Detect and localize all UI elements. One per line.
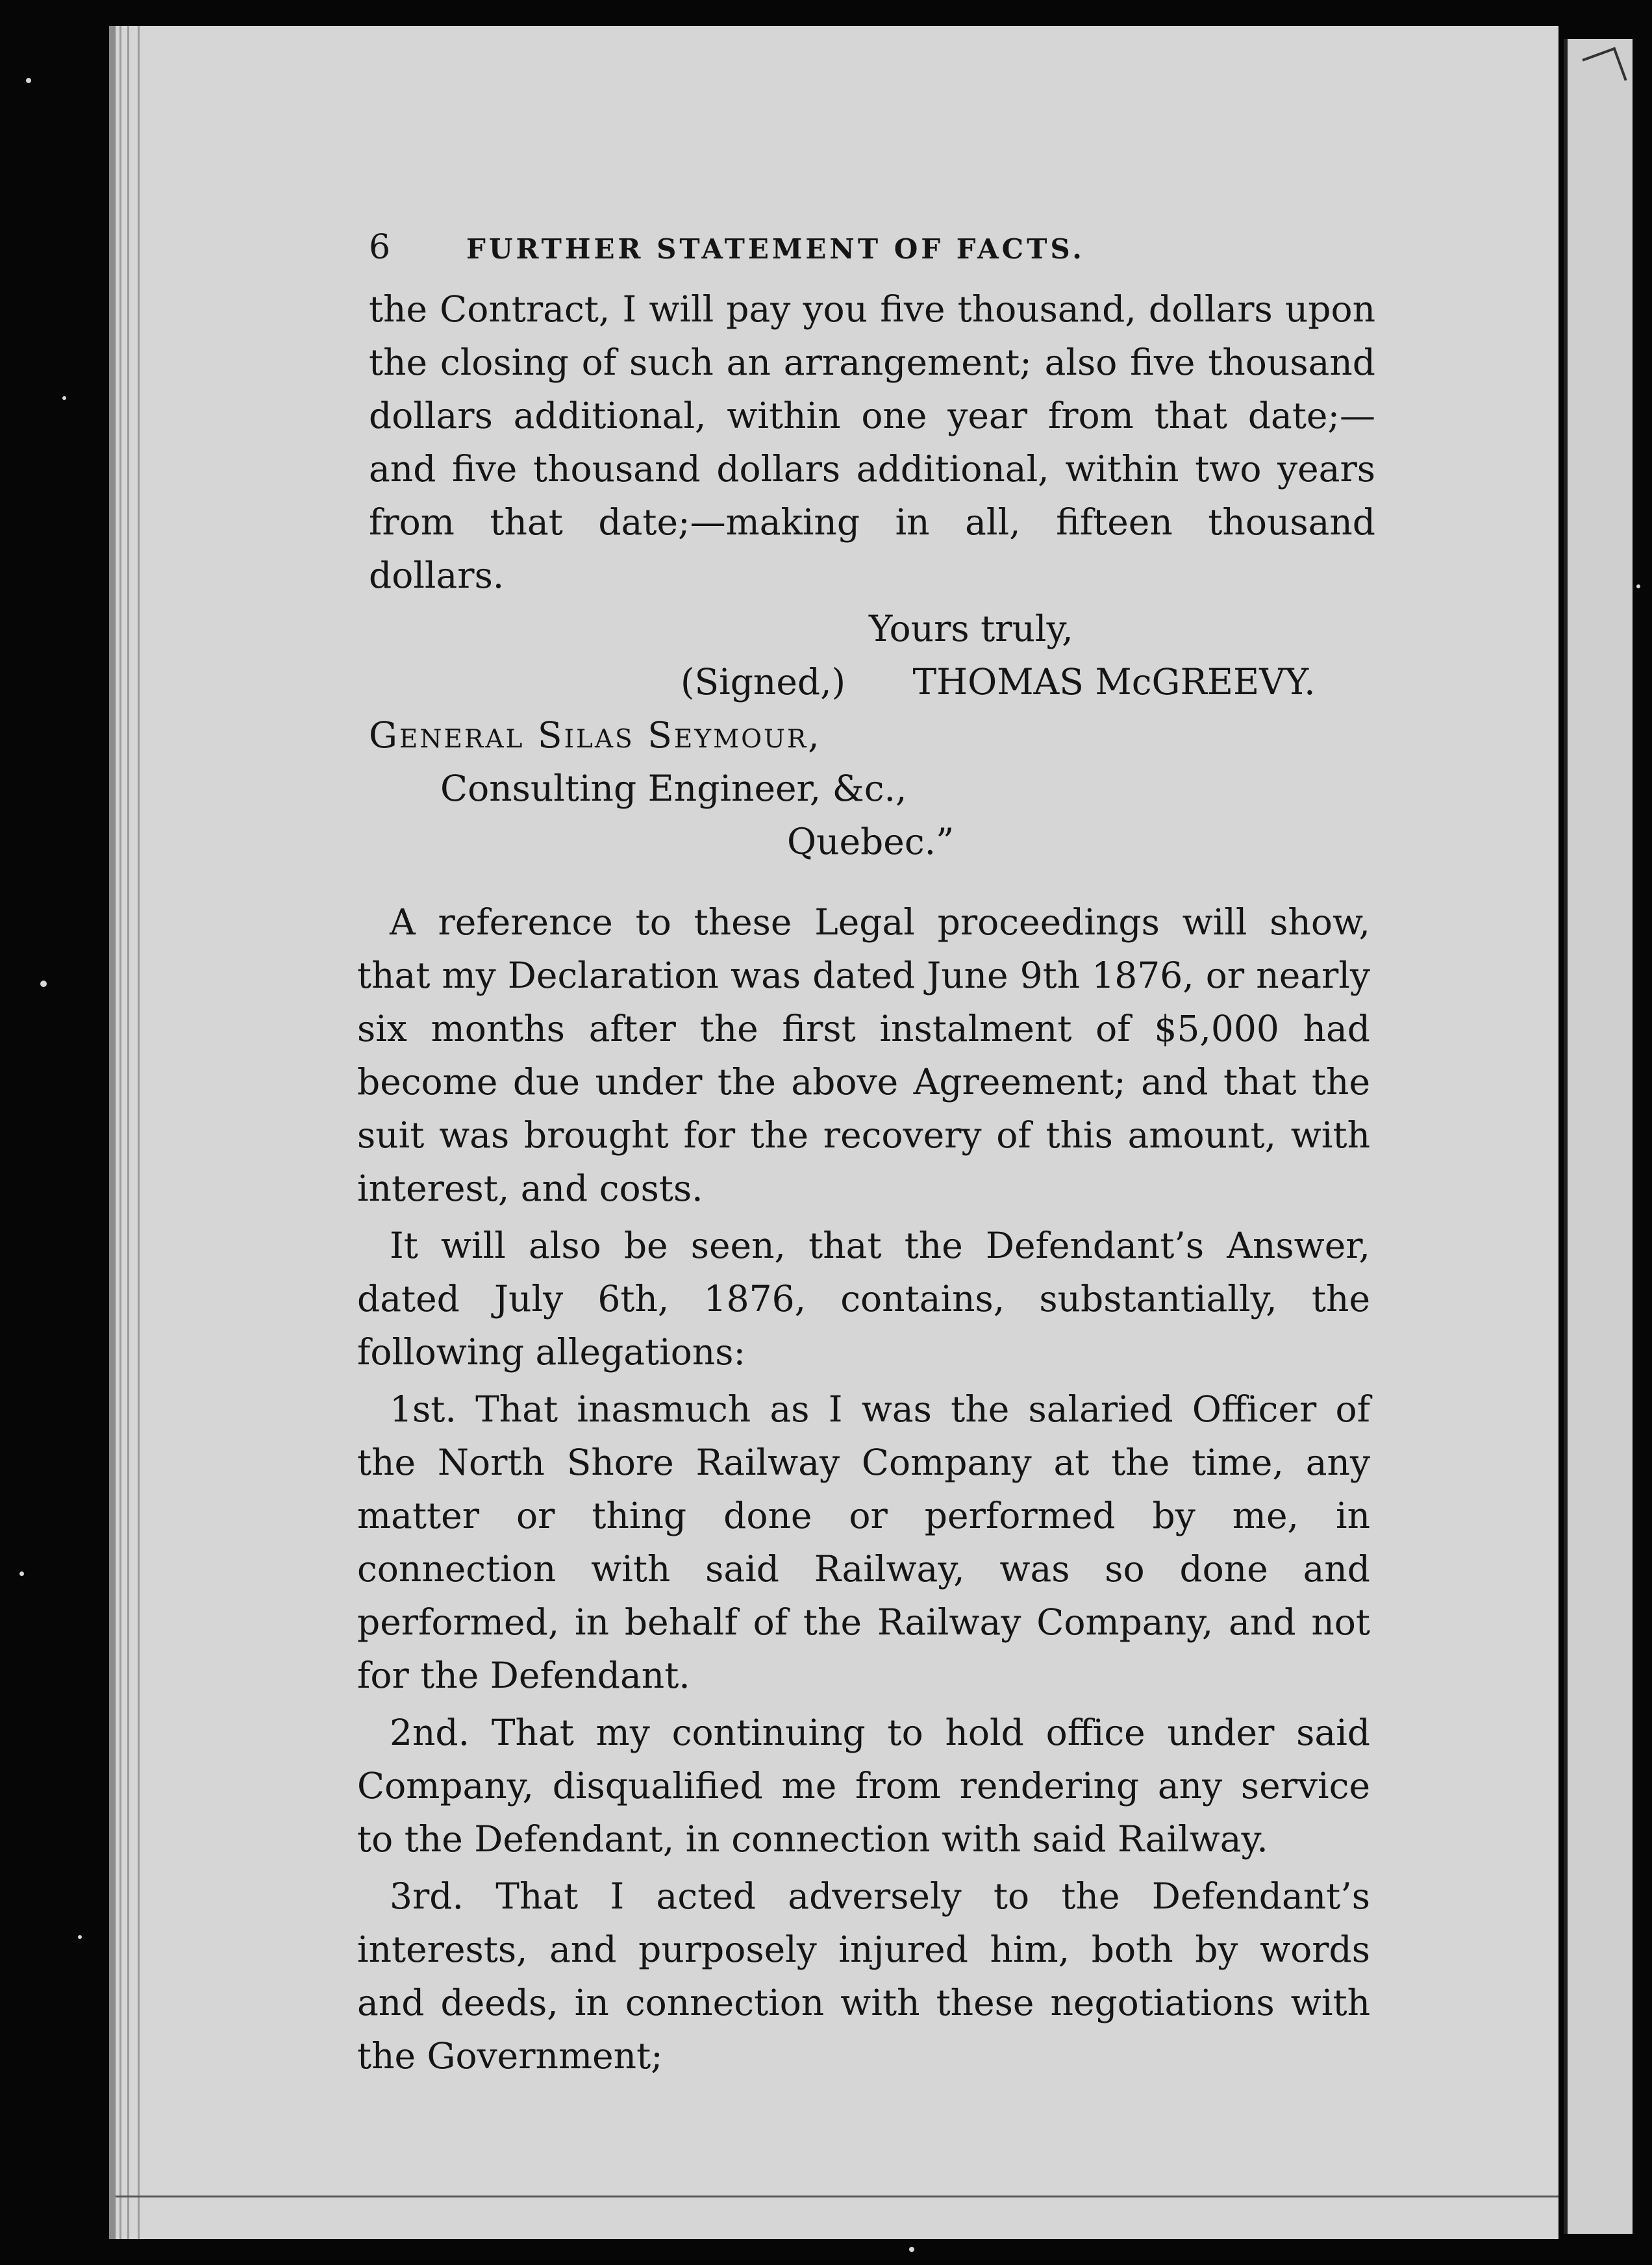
page-edge-line (127, 26, 129, 2239)
signature-line (681, 655, 1357, 708)
paragraph: It will also be seen, that the Defendant’s Answer, dated July 6th, 1876, contains, substantially, the following allegations: (357, 1225, 1370, 1373)
signed-label: (Signed,) (681, 661, 846, 703)
statement-body (357, 895, 1370, 2083)
scratch-mark (1582, 47, 1627, 92)
page-number: 6 (369, 228, 391, 267)
page-edge-line (119, 26, 121, 2239)
scan-speck (40, 981, 47, 987)
addressee-city: Quebec.” (787, 821, 955, 862)
letter-closing: Yours truly, (869, 608, 1073, 649)
paragraph: A reference to these Legal proceedings will show, that my Declaration was dated June 9th 1876, or nearly six months after the first instalment of $5,000 had become due under the above Agreement; and that the suit was brought for the recovery of this amount, with interest, and costs. (357, 901, 1370, 1209)
allegation-item: 2nd. That my continuing to hold office under said Company, disqualified me from rendering any service to the Defendant, in connection with said Railway. (357, 1712, 1370, 1860)
signatory-name: THOMAS McGREEVY. (912, 661, 1316, 703)
scan-speck (19, 1571, 24, 1576)
allegation-item: 1st. That inasmuch as I was the salaried Officer of the North Shore Railway Company at the time, any matter or thing done or performed by me, in connection with said Railway, was so done and performed, in behalf of the Railway Company, and not for the Defendant. (357, 1388, 1370, 1696)
scan-speck (1636, 584, 1640, 588)
facing-page-edge (1564, 39, 1633, 2234)
page-content (240, 221, 1375, 2083)
addressee-name: General Silas Seymour, (369, 714, 821, 756)
letter-body: the Contract, I will pay you five thousand, dollars upon the closing of such an arrangement; also five thousand dollars additional, within one year from that date;—and five thousand dollars additional, within two years from that date;—making in all, fifteen thousand dollars. (369, 288, 1375, 596)
page-bottom-edge (116, 2196, 1558, 2197)
letter-block (369, 282, 1375, 602)
page-edge-line (138, 26, 140, 2239)
scan-speck (909, 2247, 914, 2252)
allegation-item: 3rd. That I acted adversely to the Defendant’s interests, and purposely injured him, both by words and deeds, in connection with these negotiations with the Government; (357, 1875, 1370, 2077)
scan-speck (78, 1935, 82, 1939)
running-head-title: FURTHER STATEMENT OF FACTS. (466, 233, 1085, 265)
running-head (369, 221, 1357, 276)
scan-speck (26, 78, 31, 83)
addressee-title: Consulting Engineer, &c., (440, 768, 907, 809)
scan-speck (62, 396, 66, 400)
